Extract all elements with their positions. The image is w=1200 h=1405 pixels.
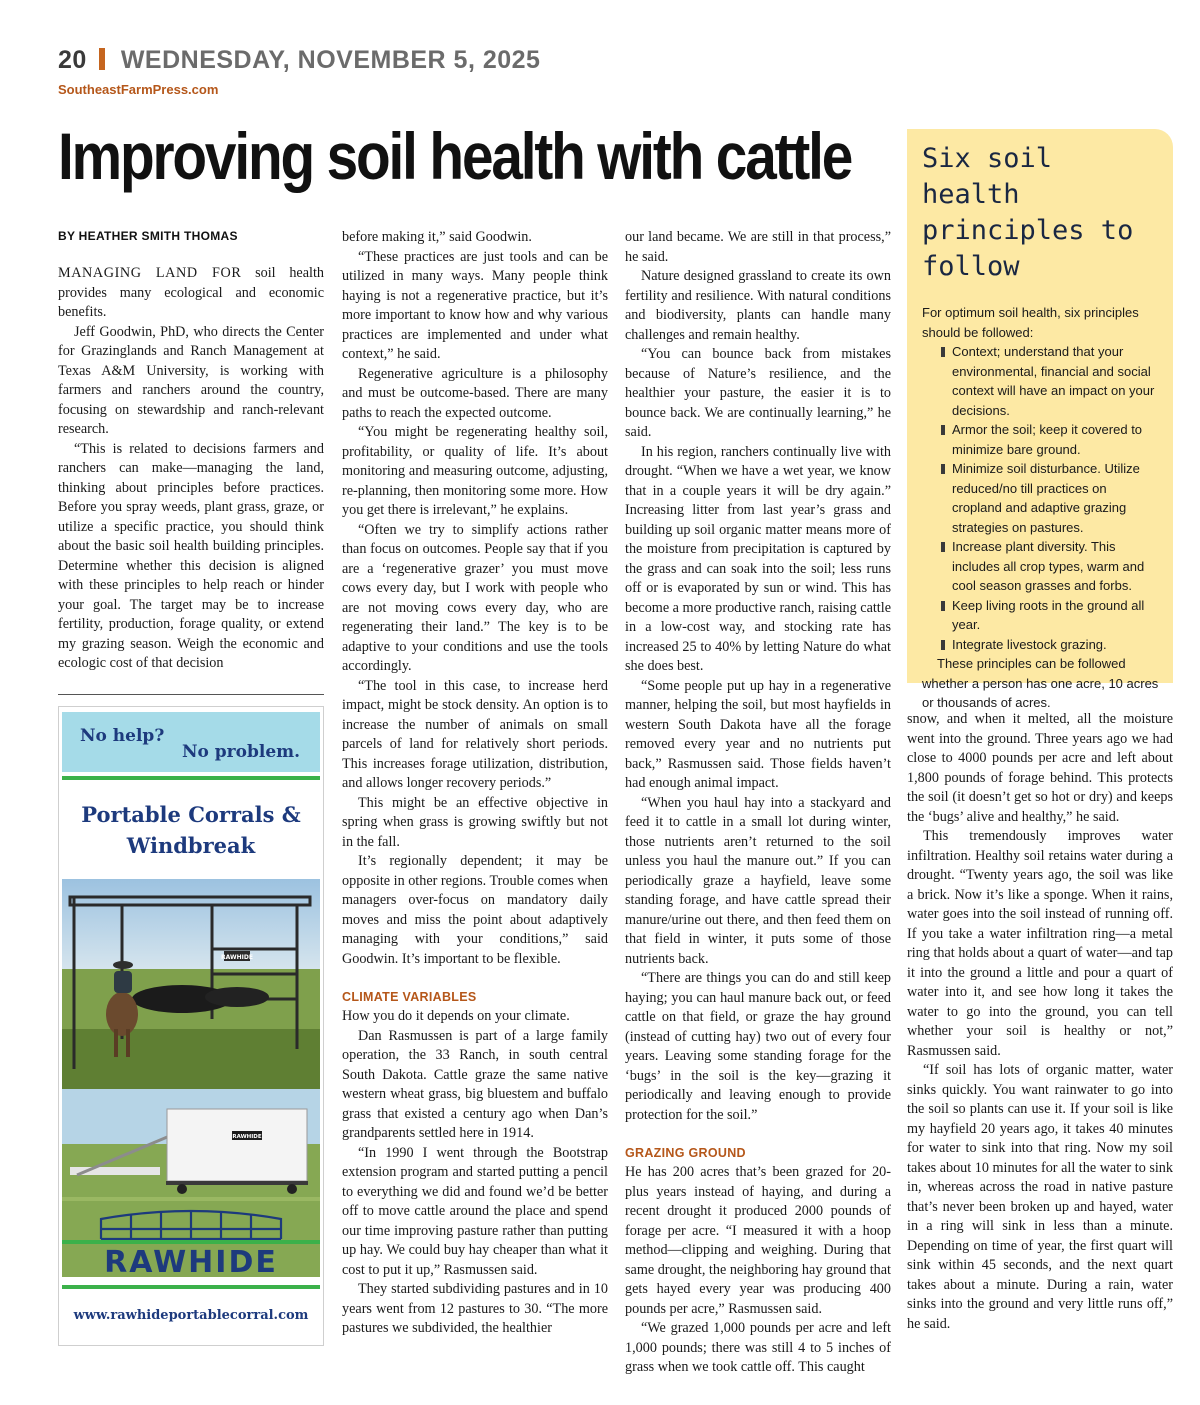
paragraph: How you do it depends on your climate.: [342, 1008, 570, 1024]
sidebar-intro: For optimum soil health, six principles should be followed:: [922, 305, 1139, 340]
sidebar-body: [922, 303, 1159, 713]
gate-sign-text: RAWHIDE: [221, 954, 253, 961]
article-column-2: [342, 228, 608, 1339]
article-column-4: [907, 710, 1173, 1334]
bullet-icon: [941, 347, 945, 357]
ad-green-stripe: [62, 1240, 320, 1244]
paragraph: “You might be regenerating healthy soil, profitability, or quality of life. It’s about monitoring and measuring outcome, adjusting, re-planning, then monitoring some more. How you get there is irrelevant,” he explains.: [342, 424, 608, 518]
paragraph: It’s regionally dependent; it may be opposite in other regions. Trouble comes when managers over-focus on mandatory daily moves and miss the point about adaptively managing with your conditions,” said Goodwin. It’s important to be flexible.: [342, 853, 608, 967]
paragraph: “We grazed 1,000 pounds per acre and left 1,000 pounds; there was still 4 to 5 inches of grass when we took cattle off. This caught: [625, 1320, 891, 1375]
paragraph: “If soil has lots of organic matter, water sinks quickly. You want rainwater to go into the soil so plants can use it. If your soil is like my hayfield 20 years ago, it takes 40 minutes for water to sink into that ring. Now my soil takes about 10 minutes for all the water to sink in, whereas across the road in native pasture that’s never been broken up and hayed, water in a ring will sink in less than a minute. Depending on time of year, the first quart will sink within 45 seconds, and the next quart takes about a minute. During a rain, water sinks into the ground and very little runs off,” he said.: [907, 1062, 1173, 1332]
rawhide-advertisement[interactable]: [58, 706, 324, 1346]
paragraph: “The tool in this case, to increase herd impact, might be stock density. An option is to increase the number of animals on small parcels of land for relatively short periods. This increases forage utilization, distribution, and allows longer recovery periods.”: [342, 677, 608, 791]
corral-gate-icon: [97, 1209, 285, 1243]
ad-green-stripe: [62, 776, 320, 780]
paragraph: Nature designed grassland to create its own fertility and resilience. With natural conditions and biodiversity, plants can handle many challenges and remain healthy.: [625, 268, 891, 343]
list-item: Increase plant diversity. This includes all crop types, warm and cool season grasses and forbs.: [922, 537, 1159, 596]
ad-tagline-1: No help?: [80, 726, 165, 746]
list-item: Integrate livestock grazing.: [922, 635, 1159, 655]
paragraph: Regenerative agriculture is a philosophy and must be outcome-based. There are many paths to reach the expected outcome.: [342, 365, 608, 421]
lead-rest: soil health provides many ecological and economic benefits.: [58, 265, 324, 320]
paragraph: They started subdividing pastures and in 10 years went from 12 pastures to 30. “The more pastures we subdivided, the healthier: [342, 1281, 608, 1336]
paragraph: “In 1990 I went through the Bootstrap extension program and started putting a pencil to everything we did and found we’d be better off to move cattle around the place and spend our time improving pasture rather than putting up hay. We could buy hay cheaper than what it cost to put it up,” Rasmussen said.: [342, 1144, 608, 1278]
corral-photo: [62, 879, 320, 1091]
ad-green-stripe: [62, 1285, 320, 1289]
ad-tagline-2: No problem.: [182, 742, 301, 762]
subhead-climate-variables: CLIMATE VARIABLES: [342, 990, 477, 1004]
principles-list: [922, 342, 1159, 654]
sidebar-title: Six soil health principles to follow: [922, 143, 1134, 282]
sidebar-box: [907, 129, 1173, 710]
page-number: 20: [58, 46, 87, 74]
folio-divider: [99, 48, 105, 70]
paragraph: “There are things you can do and still keep haying; you can haul manure back out, or feed cattle on that field, or graze the hay ground (instead of cutting hay) two out of every four years. Leaving some standing forage for the ‘bugs’ in the soil is the key—grazing it periodically and leaving enough to provide protection for the soil.”: [625, 970, 891, 1123]
ad-title-line-1: Portable Corrals &: [81, 802, 301, 827]
bullet-icon: [941, 601, 945, 611]
site-name: SoutheastFarmPress.com: [58, 82, 219, 97]
issue-date: WEDNESDAY, NOVEMBER 5, 2025: [120, 46, 541, 74]
byline: BY HEATHER SMITH THOMAS: [58, 229, 238, 243]
paragraph: Dan Rasmussen is part of a large family operation, the 33 Ranch, in south central South Dakota. Cattle graze the same native western wheat grass, big bluestem and buffalo grass that existed a century ago when Dan’s grandparents settled here in 1914.: [342, 1027, 608, 1141]
paragraph: snow, and when it melted, all the moisture went into the ground. Three years ago we had close to 4000 pounds per acre and left about 1,800 pounds of forage behind. This protects the soil (it doesn’t get so hot or dry) and keeps the ‘bugs’ alive and healthy,” he said.: [907, 711, 1173, 825]
lead-caps: MANAGING LAND FOR: [58, 265, 242, 281]
ad-brand: RAWHIDE: [104, 1245, 278, 1280]
ad-url[interactable]: www.rawhideportablecorral.com: [73, 1308, 309, 1323]
ad-tagline-banner: [62, 712, 320, 772]
paragraph: “Often we try to simplify actions rather than focus on outcomes. People say that if you are a ‘regenerative grazer’ you must move cows every day, but I work with people who are not moving cows every day, who are regenerating their land.” The key is to be adaptive to your conditions and use the tools accordingly.: [342, 521, 608, 674]
paragraph: This might be an effective objective in spring when grass is growing swiftly but not in the fall.: [342, 794, 608, 850]
paragraph: “These practices are just tools and can be utilized in many ways. Many people think haying is not a regenerative practice, but it’s more important to know how and why various practices are implemented and under what context,” he said.: [342, 248, 608, 362]
bullet-icon: [941, 464, 945, 474]
list-item: Context; understand that your environmental, financial and social context will have an impact on your decisions.: [922, 342, 1159, 420]
paragraph: “You can bounce back from mistakes because of Nature’s resilience, and the healthier your pasture, the easier it is to bounce back. We are continually learning,” he said.: [625, 346, 891, 440]
bullet-icon: [941, 425, 945, 435]
list-item: Keep living roots in the ground all year.: [922, 596, 1159, 635]
ad-title-line-2: Windbreak: [126, 833, 256, 858]
paragraph: our land became. We are still in that process,” he said.: [625, 229, 891, 265]
paragraph: “When you haul hay into a stackyard and feed it to cattle in a small lot during winter, those nutrients aren’t returned to the soil unless you haul the manure out.” If you can periodically graze a hayfield, leave some standing forage, and have cattle spread their manure/urine out there, and then feed them on that field in winter, it puts some of those nutrients back.: [625, 794, 891, 967]
bullet-icon: [941, 640, 945, 650]
ad-title: [59, 799, 323, 861]
trailer-sign-text: RAWHIDE: [232, 1134, 262, 1140]
list-item: Minimize soil disturbance. Utilize reduced/no till practices on cropland and adaptive grazing strategies on pastures.: [922, 459, 1159, 537]
paragraph: He has 200 acres that’s been grazed for 20-plus years instead of haying, and during a recent drought it produced 2000 pounds of forage per acre. “I measured it with a hoop method—clipping and weighing. During that same drought, the neighboring hay ground that gets hayed every year was producing 400 pounds per acre,” Rasmussen said.: [625, 1164, 891, 1317]
lead-paragraph: [58, 264, 324, 323]
sidebar-closing: These principles can be followed whether a person has one acre, 10 acres or thousands of acres.: [922, 656, 1159, 710]
article-column-3: [625, 228, 891, 1378]
headline: Improving soil health with cattle: [58, 119, 852, 193]
page-folio: [58, 46, 540, 75]
paragraph: In his region, ranchers continually live with drought. “When we have a wet year, we know that in a couple years it will be dry again.” Increasing litter from last year’s grass and building up soil organic matter means more of the moisture from precipitation is captured by the grass and can soak into the soil; less runs off or is evaporated by sun or wind. This has become a more productive ranch, raising cattle in a low-cost way, and stocking rate has increased 25 to 40% by letting Nature do what she does best.: [625, 443, 891, 674]
paragraph: “This is related to decisions farmers and ranchers can make—managing the land, thinking about principles before practices. Before you spray weeds, plant grass, graze, or utilize a specific practice, you should think about the basic soil health building principles. Determine whether this decision is aligned with these principles to help reach or hinder your goal. The target may be to increase fertility, production, forage quality, or extend my grazing season. Weigh the economic and ecologic cost of that decision: [58, 440, 324, 671]
subhead-grazing-ground: GRAZING GROUND: [625, 1146, 746, 1160]
list-item: Armor the soil; keep it covered to minimize bare ground.: [922, 420, 1159, 459]
paragraph: This tremendously improves water infiltration. Healthy soil retains water during a drought. “Twenty years ago, the soil was like a brick. Now it’s like a sponge. When it rains, water goes into the soil instead of running off. If you take a water infiltration ring—a metal ring that holds about a quart of water—and tap it into the ground a little and pour a quart of water into it, and see how long it takes the water to go into the ground, you can tell whether your soil is healthy or not,” Rasmussen said.: [907, 828, 1173, 1059]
bullet-icon: [941, 542, 945, 552]
article-column-1: [58, 264, 324, 674]
column-rule: [58, 694, 324, 695]
paragraph: Jeff Goodwin, PhD, who directs the Center for Grazinglands and Ranch Management at Texas A&M University, is working with farmers and ranchers around the country, focusing on stewardship and ranch-relevant research.: [58, 323, 324, 437]
paragraph: before making it,” said Goodwin.: [342, 229, 532, 245]
paragraph: “Some people put up hay in a regenerative manner, helping the soil, but most hayfields in western South Dakota have all the forage removed every year and no nutrients put back,” Rasmussen said. Those fields haven’t had enough animal impact.: [625, 677, 891, 791]
